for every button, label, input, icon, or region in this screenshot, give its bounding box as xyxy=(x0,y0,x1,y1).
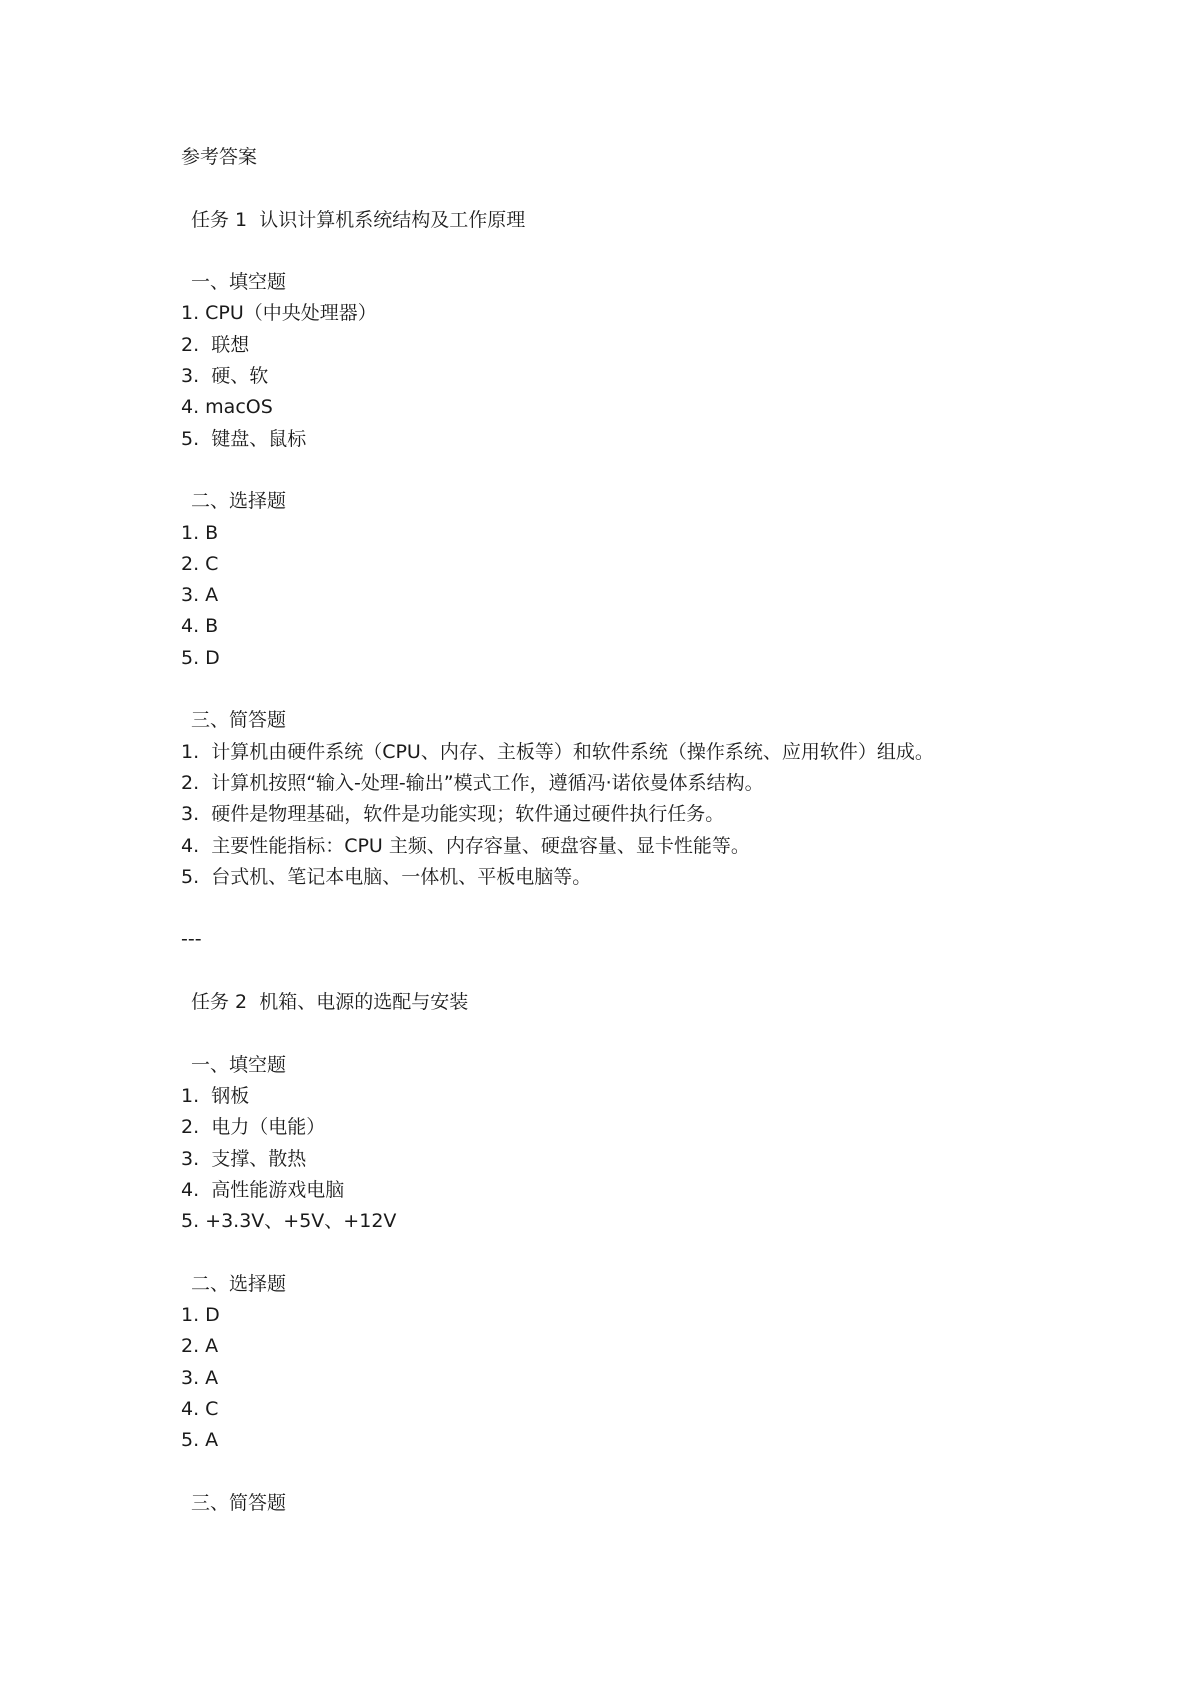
answer-item: 5. 键盘、鼠标 xyxy=(181,427,307,450)
task-2-section-choice-heading: 二、选择题 xyxy=(191,1272,287,1295)
task-2-section-short-heading: 三、简答题 xyxy=(191,1491,287,1514)
spacer xyxy=(181,236,1041,267)
answer-item: 5. D xyxy=(181,646,220,669)
answer-item: 2. 电力（电能） xyxy=(181,1116,326,1139)
spacer xyxy=(181,173,1041,204)
answer-item: 4. macOS xyxy=(181,396,273,419)
answer-item: 4. 主要性能指标：CPU 主频、内存容量、硬盘容量、显卡性能等。 xyxy=(181,834,750,857)
spacer xyxy=(181,956,1041,987)
answer-item: 2. A xyxy=(181,1335,219,1358)
document-body xyxy=(181,142,1041,1519)
task-2-section-fill-heading: 一、填空题 xyxy=(191,1053,287,1076)
answer-item: 4. 高性能游戏电脑 xyxy=(181,1178,345,1201)
answer-item: 5. +3.3V、+5V、+12V xyxy=(181,1210,397,1233)
task-2-fill-answers xyxy=(181,1081,1041,1237)
task-1-short-answers xyxy=(181,737,1041,893)
answer-item: 1. B xyxy=(181,521,219,544)
task-1-heading: 任务 1 认识计算机系统结构及工作原理 xyxy=(191,208,526,231)
document-title: 参考答案 xyxy=(181,146,258,168)
spacer xyxy=(181,1456,1041,1487)
task-1-section-fill-heading: 一、填空题 xyxy=(191,271,287,294)
answer-item: 5. A xyxy=(181,1429,219,1452)
answer-item: 3. 硬、软 xyxy=(181,365,269,388)
task-1-section-choice-heading: 二、选择题 xyxy=(191,490,287,513)
answer-item: 4. B xyxy=(181,615,219,638)
answer-item: 3. 支撑、散热 xyxy=(181,1147,307,1170)
answer-item: 1. 钢板 xyxy=(181,1084,250,1107)
answer-item: 1. 计算机由硬件系统（CPU、内存、主板等）和软件系统（操作系统、应用软件）组成。 xyxy=(181,740,934,763)
task-2-heading: 任务 2 机箱、电源的选配与安装 xyxy=(191,991,469,1014)
task-1-fill-answers xyxy=(181,298,1041,454)
spacer xyxy=(181,674,1041,705)
answer-item: 3. A xyxy=(181,584,219,607)
spacer xyxy=(181,455,1041,486)
answer-item: 5. 台式机、笔记本电脑、一体机、平板电脑等。 xyxy=(181,865,592,888)
task-2-choice-answers xyxy=(181,1300,1041,1456)
answer-item: 1. CPU（中央处理器） xyxy=(181,302,377,325)
separator: --- xyxy=(181,928,202,951)
task-1-choice-answers xyxy=(181,518,1041,674)
answer-item: 2. 计算机按照“输入-处理-输出”模式工作，遵循冯·诺依曼体系结构。 xyxy=(181,771,764,794)
answer-item: 3. A xyxy=(181,1366,219,1389)
spacer xyxy=(181,1237,1041,1268)
spacer xyxy=(181,1018,1041,1049)
answer-item: 1. D xyxy=(181,1303,220,1326)
answer-item: 3. 硬件是物理基础，软件是功能实现；软件通过硬件执行任务。 xyxy=(181,803,725,826)
spacer xyxy=(181,893,1041,924)
answer-item: 4. C xyxy=(181,1397,219,1420)
task-1-section-short-heading: 三、简答题 xyxy=(191,709,287,732)
answer-item: 2. 联想 xyxy=(181,333,250,356)
answer-item: 2. C xyxy=(181,552,219,575)
